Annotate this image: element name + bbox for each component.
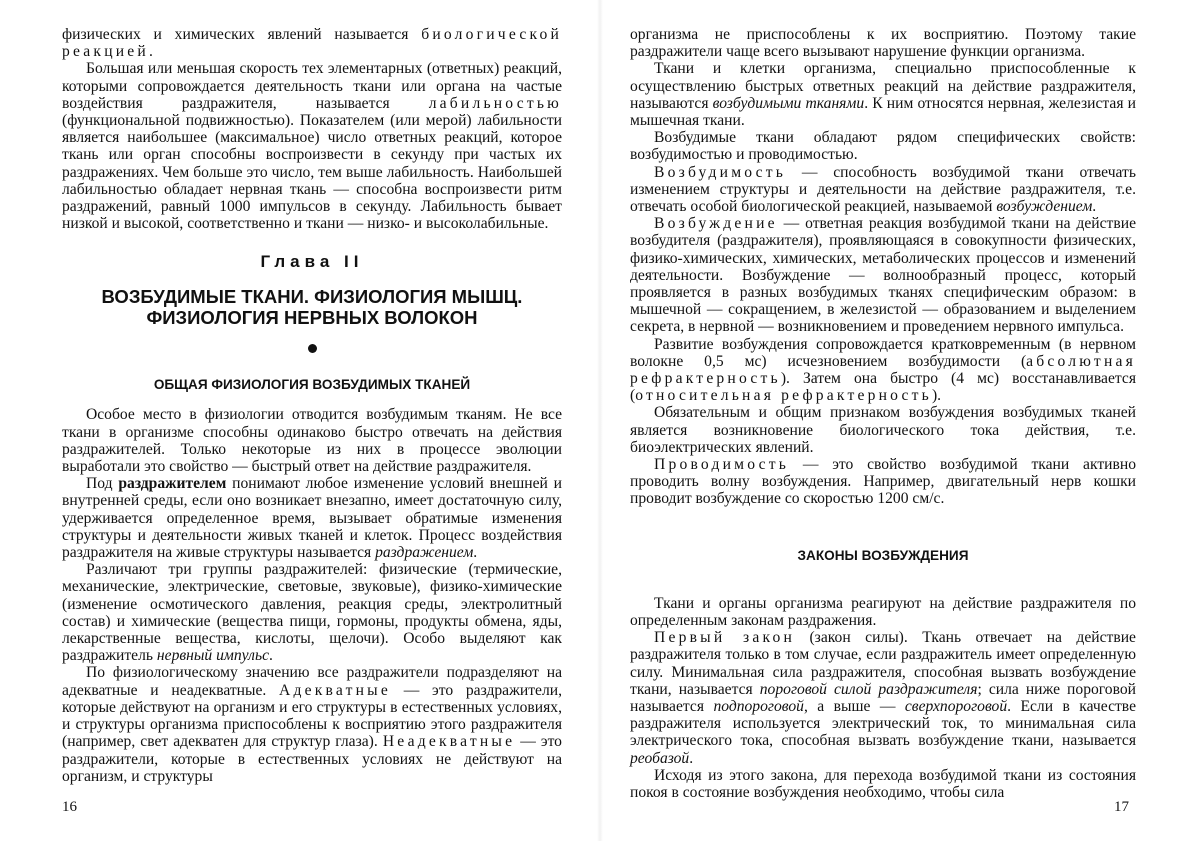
chapter-title <box>62 286 562 328</box>
paragraph: Возбудимые ткани обладают рядом специфических свойств: возбудимостью и проводимостью. <box>630 129 1136 164</box>
paragraph: Исходя из этого закона, для перехода возбудимой ткани из состояния покоя в состояние возбуждения необходимо, чтобы сила <box>630 766 1136 801</box>
paragraph: Ткани и клетки организма, специально приспособленные к осуществлению быстрых ответных реакций на действие раздражителя, называются возбудимыми тканями. К ним относятся нервная, железистая и мышечная ткани. <box>630 60 1136 130</box>
bullet-ornament <box>308 344 317 353</box>
paragraph: организма не приспособлены к их восприятию. Поэтому такие раздражители чаще всего вызывают нарушение функции организма. <box>630 26 1136 61</box>
page-number: 16 <box>62 799 77 815</box>
chapter-title-line: ФИЗИОЛОГИЯ НЕРВНЫХ ВОЛОКОН <box>146 307 478 329</box>
paragraph: Возбудимость — способность возбудимой ткани отвечать изменением структуры и деятельности на действие раздражителя, т.е. отвечать особой биологической реакцией, называемой возбуждением. <box>630 163 1136 216</box>
paragraph: Возбуждение — ответная реакция возбудимой ткани на действие возбудителя (раздражителя), проявляющаяся в совокупности физических, физико-химических, химических, метаболических процессов и изменений деятельности. Возбуждение — волнообразный процесс, который проявляется в разных возбудимых тканях специфическим образом: в мышечной — сокращением, в железистой — образованием и выделением секрета, в нервной — возникновением и проведением нервного импульса. <box>630 215 1136 336</box>
page-number: 17 <box>1114 799 1129 815</box>
paragraph: Первый закон (закон силы). Ткань отвечает на действие раздражителя только в том случае, если раздражитель имеет определенную силу. Минимальная сила раздражителя, способная вызвать возбуждение ткани, называется пороговой силой раздражителя; сила ниже пороговой называется подпороговой, а выше — сверхпороговой. Если в качестве раздражителя используется электрический ток, то минимальная сила электрического тока, способная вызвать возбуждение ткани, называется реобазой. <box>630 629 1136 767</box>
paragraph: Ткани и органы организма реагируют на действие раздражителя по определенным законам раздражения. <box>630 594 1136 629</box>
chapter-title-line: ВОЗБУДИМЫЕ ТКАНИ. ФИЗИОЛОГИЯ МЫШЦ. <box>101 286 523 308</box>
section-title: ЗАКОНЫ ВОЗБУЖДЕНИЯ <box>797 547 969 563</box>
paragraph: Большая или меньшая скорость тех элементарных (ответных) реакций, которыми сопровождается деятельность ткани или органа на частые воздействия раздражителя, называется лабильностью (функциональной подвижностью). Показателем (или мерой) лабильности является наибольшее (максимальное) число ответных реакций, которое ткань или орган способны воспроизвести в секунду при частых их раздражениях. Чем больше это число, тем выше лабильность. Наибольшей лабильностью обладает нервная ткань — способна воспроизвести ритм раздражений, равный 1000 импульсов в секунду. Лабильность бывает низкой и высокой, соответственно и ткани — низко- и высоколабильные. <box>62 60 562 233</box>
right-text-column <box>630 26 1136 801</box>
paragraph: физических и химических явлений называется биологической реакцией. <box>62 26 562 61</box>
left-text-column <box>62 26 562 785</box>
paragraph: Проводимость — это свойство возбудимой ткани активно проводить волну возбуждения. Например, двигательный нерв кошки проводит возбуждение со скоростью 1200 см/с. <box>630 456 1136 508</box>
paragraph: По физиологическому значению все раздражители подразделяют на адекватные и неадекватные. Адекватные — это раздражители, которые действуют на организм и его структуры в естественных условиях, и структуры организма приспособлены к восприятию этого раздражителя (например, свет адекватен для структур глаза). Неадекватные — это раздражители, которые в естественных условиях не действуют на организм, и структуры <box>62 664 562 785</box>
right-page <box>600 0 1200 841</box>
section-title: ОБЩАЯ ФИЗИОЛОГИЯ ВОЗБУДИМЫХ ТКАНЕЙ <box>153 377 471 393</box>
paragraph: Особое место в физиологии отводится возбудимым тканям. Не все ткани в организме способны одинаково быстро отвечать на действия раздражителей. Только некоторые из них в процессе эволюции выработали это свойство — быстрый ответ на действие раздражителя. <box>62 406 562 476</box>
paragraph: Обязательным и общим признаком возбуждения возбудимых тканей является возникновение биологического тока действия, т.е. биоэлектрических явлений. <box>630 404 1136 456</box>
paragraph: Развитие возбуждения сопровождается кратковременным (в нервном волокне 0,5 мс) исчезновением возбудимости (абсолютная рефрактерность). Затем она быстро (4 мс) восстанавливается (относительная рефрактерность). <box>630 335 1136 405</box>
paragraph: Под раздражителем понимают любое изменение условий внешней и внутренней среды, если оно возникает внезапно, имеет достаточную силу, удерживается определенное время, вызывает обратимые изменения структуры и деятельности живых тканей и клеток. Процесс воздействия раздражителя на живые структуры называется раздражением. <box>62 475 562 562</box>
chapter-label: Глава II <box>260 252 364 272</box>
paragraph: Различают три группы раздражителей: физические (термические, механические, электрические, световые, звуковые), физико-химические (изменение осмотического давления, реакция среды, электролитный состав) и химические (вещества пищи, гормоны, продукты обмена, яды, лекарственные вещества, кислоты, щелочи). Особо выделяют как раздражитель нервный импульс. <box>62 561 562 665</box>
